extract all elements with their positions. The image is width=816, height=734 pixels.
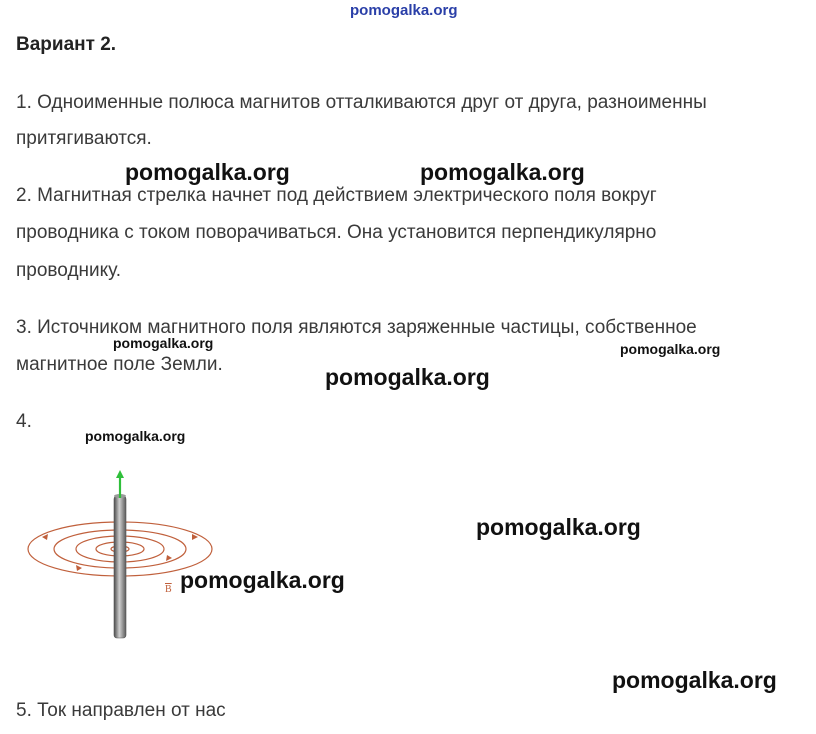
answer-2-line-3: проводнику.: [16, 260, 122, 281]
answer-4-number: 4.: [16, 411, 32, 432]
watermark-small: pomogalka.org: [113, 335, 214, 351]
watermark: pomogalka.org: [125, 159, 290, 185]
answer-2-line-2: проводника с током поворачиваться. Она установится перпендикулярно: [16, 222, 657, 243]
vector-b-label: $\overline{B}$: [165, 584, 172, 595]
watermark: pomogalka.org: [180, 567, 345, 593]
watermark: pomogalka.org: [325, 364, 490, 390]
answer-1-line-1: 1. Одноименные полюса магнитов отталкиваются друг от друга, разноименны: [16, 92, 707, 113]
field-arrow-mark: [166, 555, 172, 561]
conductor-wire: [114, 496, 126, 638]
magnetic-field-figure: [22, 462, 222, 644]
watermark: pomogalka.org: [420, 159, 585, 185]
watermark-top: pomogalka.org: [350, 2, 458, 19]
answer-3-line-2: магнитное поле Земли.: [16, 354, 223, 375]
field-arrow-mark: [76, 565, 82, 571]
watermark-small: pomogalka.org: [85, 428, 186, 444]
variant-title: Вариант 2.: [16, 34, 117, 55]
answer-1-line-2: притягиваются.: [16, 128, 152, 149]
watermark-small: pomogalka.org: [620, 341, 721, 357]
current-arrow-icon: [116, 470, 124, 478]
watermark: pomogalka.org: [476, 514, 641, 540]
wire-field-diagram: [22, 462, 222, 644]
answer-5-line-1: 5. Ток направлен от нас: [16, 700, 226, 721]
watermark: pomogalka.org: [612, 667, 777, 693]
field-arrow-mark: [42, 534, 48, 540]
answer-2-line-1: 2. Магнитная стрелка начнет под действием электрического поля вокруг: [16, 185, 657, 206]
answer-3-line-1: 3. Источником магнитного поля являются заряженные частицы, собственное: [16, 317, 697, 338]
field-arrow-mark: [192, 534, 198, 540]
